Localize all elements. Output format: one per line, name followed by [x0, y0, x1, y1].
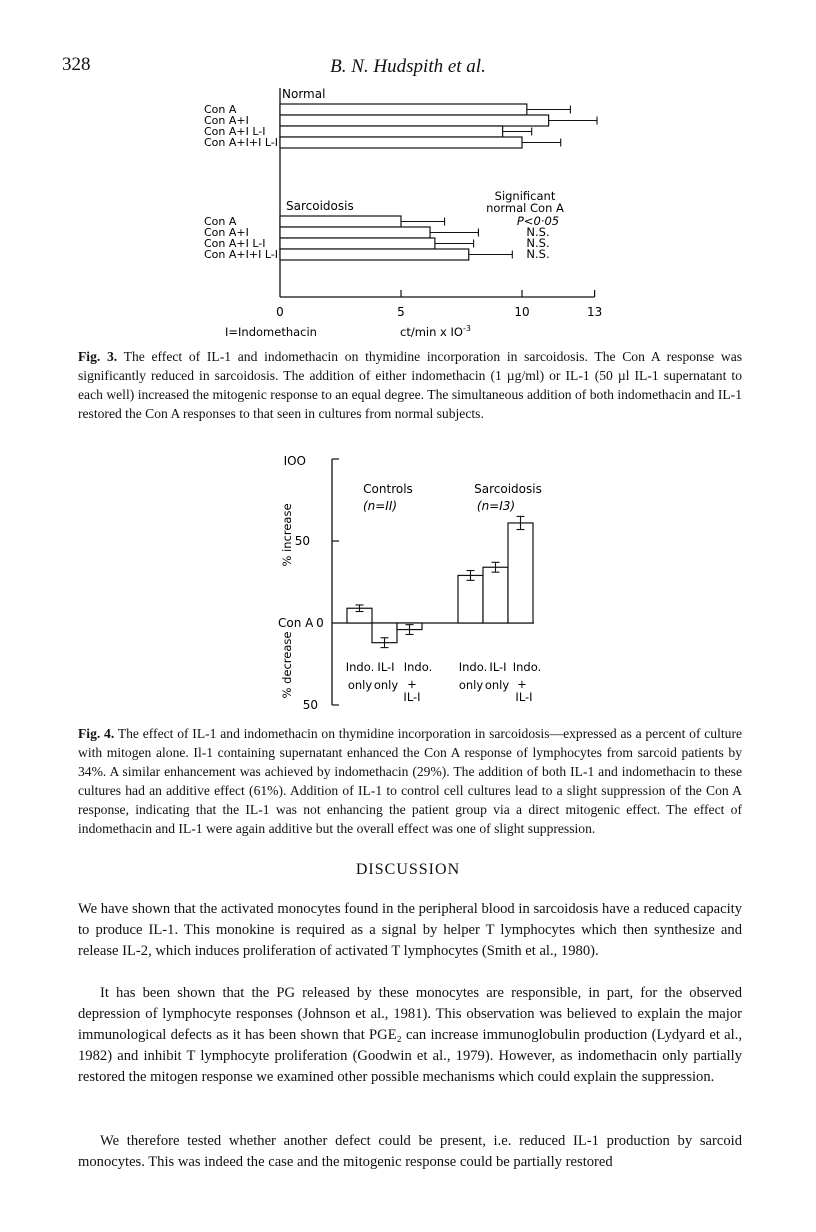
fig4-ylabel-increase: % increase: [280, 503, 294, 567]
fig3-bar: [280, 104, 527, 115]
fig4-cat-ctrl-plus-il1: IL-I: [403, 690, 421, 704]
fig3-x-tick-label: 0: [276, 305, 284, 319]
fig3-x-axis-label: ct/min x $IO^{-3}$: [400, 324, 471, 339]
fig3-significance-label: P<0·05: [516, 214, 560, 228]
fig3-bar: [280, 137, 522, 148]
fig4-group-sarcoidosis: Sarcoidosis: [474, 482, 542, 496]
fig4-cat-ctrl-il1-only: only: [373, 678, 399, 692]
fig3-group-normal: Normal: [282, 87, 326, 101]
fig4-ytick-neg50: 50: [302, 698, 318, 712]
fig3-bar: [280, 216, 401, 227]
fig3-x-tick-label: 5: [397, 305, 405, 319]
fig4-cat-sarc-indo-only: only: [458, 678, 484, 692]
fig4-ytick-50: 50: [294, 534, 310, 548]
fig4-cat-sarc-il1: IL-I: [489, 660, 507, 674]
fig3-x-tick-label: 10: [514, 305, 530, 319]
fig4-cat-ctrl-indo: Indo.: [345, 660, 375, 674]
page-number: 328: [62, 54, 91, 75]
fig3-bar: [280, 126, 503, 137]
fig3-bar: [280, 238, 435, 249]
fig3-bar: [280, 115, 549, 126]
fig3-footnote: I=Indomethacin: [225, 325, 317, 339]
fig3-significance-header-2: normal Con A: [486, 201, 564, 215]
fig4-group-sarcoidosis-n: (n=I3): [476, 499, 516, 513]
fig4-cat-ctrl-both: Indo.: [403, 660, 433, 674]
figure-4-caption-label: Fig. 4.: [78, 726, 115, 741]
fig4-cat-ctrl-il1: IL-I: [377, 660, 395, 674]
fig4-cat-sarc-both: Indo.: [512, 660, 542, 674]
running-header-authors: B. N. Hudspith et al.: [330, 56, 486, 77]
fig4-cat-sarc-plus-il1: IL-I: [515, 690, 533, 704]
fig4-bar: [483, 567, 508, 623]
fig4-ytick-0: 0: [316, 616, 324, 630]
fig3-significance-label: N.S.: [526, 236, 550, 250]
fig3-bar: [280, 227, 430, 238]
figure-3-caption: [78, 347, 742, 423]
fig4-ytick-cona: Con A: [278, 616, 314, 630]
fig4-cat-ctrl-plus: +: [407, 677, 417, 691]
fig3-category-label: Con A+I L-I: [204, 125, 266, 138]
discussion-paragraph-1: We have shown that the activated monocytes found in the peripheral blood in sarcoidosis have a reduced capacity to produce IL-1. This monokine is required as a signal by helper T lymphocytes which then synthesize and release IL-2, which induces proliferation of activated T lymphocytes (Smith et al., 1980).: [78, 901, 742, 959]
discussion-paragraph-2: It has been shown that the PG released by these monocytes are responsible, in part, for the observed depression of lymphocyte responses (Johnson et al., 1981). This observation was believed to explain the major immunological defects as it has been shown that PGE₂ can increase immunoglobulin production (Lydyard et al., 1982) and inhibit T lymphocyte proliferation (Goodwin et al., 1979). However, as indomethacin only partially restored the mitogen response we examined other possible mechanisms which could explain the suppression.: [78, 985, 742, 1085]
fig3-category-label: Con A+I: [204, 114, 249, 127]
fig3-group-sarcoidosis: Sarcoidosis: [286, 199, 354, 213]
fig3-significance-label: N.S.: [526, 247, 550, 261]
fig4-bar: [508, 523, 533, 623]
fig3-category-label: Con A: [204, 103, 237, 116]
fig3-significance-label: N.S.: [526, 225, 550, 239]
section-heading-discussion: DISCUSSION: [355, 861, 461, 878]
fig4-cat-sarc-indo: Indo.: [458, 660, 488, 674]
fig3-category-label: Con A+I+I L-I: [204, 248, 278, 261]
fig4-cat-ctrl-indo-only: only: [347, 678, 373, 692]
fig3-x-tick-label: 13: [586, 305, 603, 319]
figure-4-chart: [0, 445, 816, 715]
fig3-significance-header-1: Significant: [494, 189, 556, 203]
figure-3-caption-text: The effect of IL-1 and indomethacin on thymidine incorporation in sarcoidosis. The Con A response was significantly reduced in sarcoidosis. The addition of either indomethacin (1 µg/ml) or IL-1 (50 µl IL-1 supernatant to each well) increased the mitogenic response to an equal degree. The simultaneous addition of both indomethacin and IL-1 restored the Con A responses to that seen in cultures from normal subjects.: [78, 349, 743, 421]
fig4-ylabel-decrease: % decrease: [280, 631, 294, 699]
figure-4-caption-text: The effect of IL-1 and indomethacin on thymidine incorporation in sarcoidosis—expressed as a percent of culture with mitogen alone. Il-1 containing supernatant enhanced the Con A response of lymphocytes from sarcoid patients by 34%. A similar enhancement was achieved by indomethacin (29%). The addition of both IL-1 and indomethacin to these cultures had an additive effect (61%). Addition of IL-1 to control cell cultures lead to a slight suppression of the Con A response, indicating that the IL-1 was not enhancing the patient group via a direct mitogenic effect. The effect of indomethacin and IL-1 were again additive but the overall effect was one of slight suppression.: [78, 726, 743, 836]
figure-3-chart: [0, 0, 816, 345]
discussion-paragraph-3: We therefore tested whether another defect could be present, i.e. reduced IL-1 production by sarcoid monocytes. This was indeed the case and the mitogenic response could be partially restored: [78, 1133, 742, 1170]
fig3-bar: [280, 249, 469, 260]
fig4-group-controls-n: (n=II): [362, 499, 398, 513]
fig3-category-label: Con A+I L-I: [204, 237, 266, 250]
fig4-bar: [458, 575, 483, 623]
figure-3-caption-label: Fig. 3.: [78, 349, 118, 364]
fig3-category-label: Con A+I+I L-I: [204, 136, 278, 149]
fig4-ytick-100: IOO: [283, 454, 306, 468]
fig4-cat-sarc-il1-only: only: [484, 678, 510, 692]
fig3-category-label: Con A: [204, 215, 237, 228]
fig3-category-label: Con A+I: [204, 226, 249, 239]
figure-4-caption: [78, 724, 742, 838]
fig4-cat-sarc-plus: +: [517, 677, 527, 691]
fig4-group-controls: Controls: [363, 482, 413, 496]
